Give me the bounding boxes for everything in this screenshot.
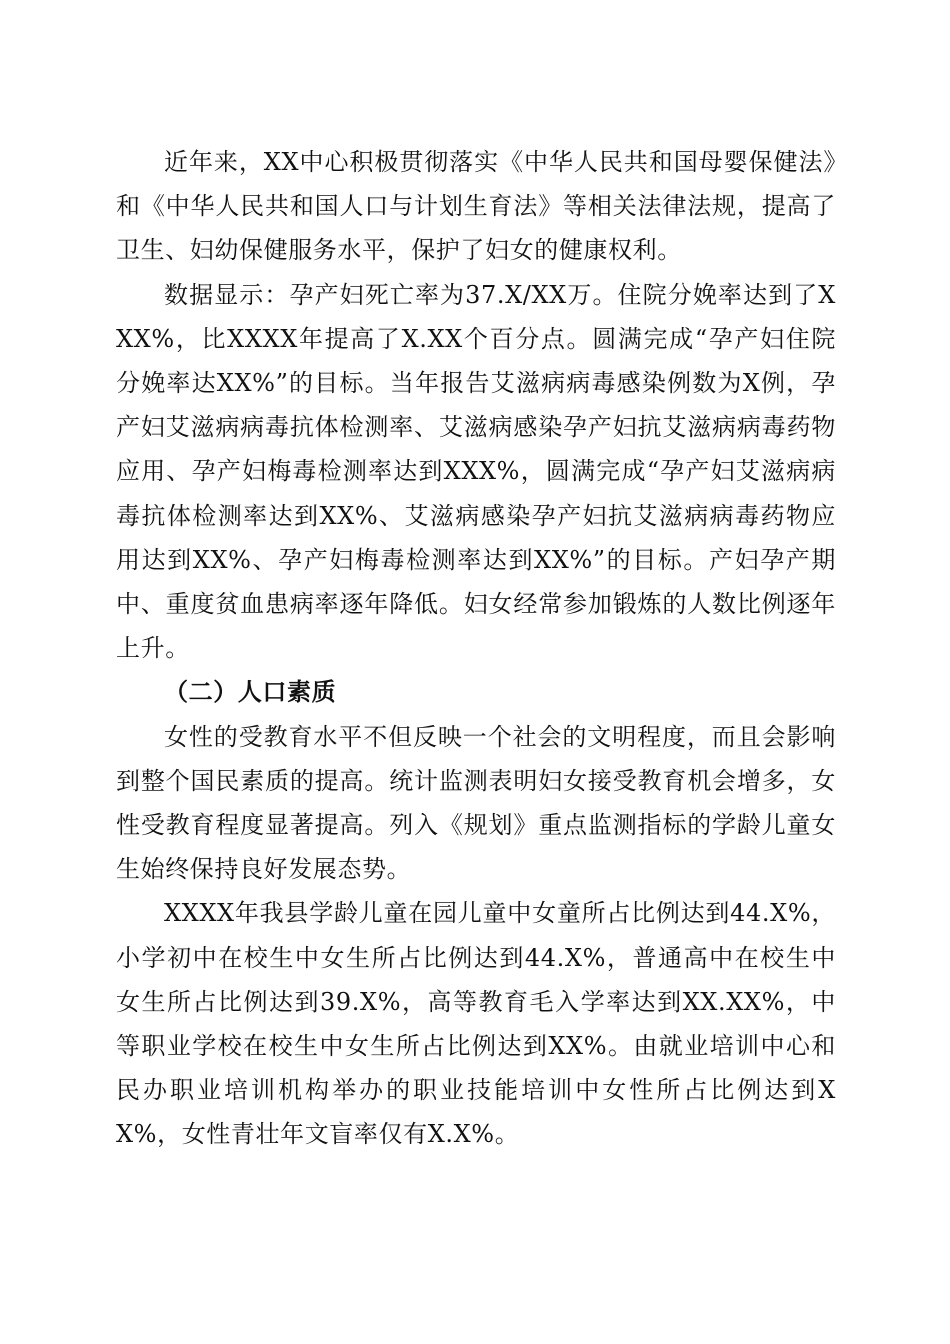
document-page (116, 140, 836, 1157)
paragraph-maternal-health-data: 数据显示：孕产妇死亡率为37.X/XX万。住院分娩率达到了XXX%，比XXXX年提高了X.XX个百分点。圆满完成“孕产妇住院分娩率达XX%”的目标。当年报告艾滋病病毒感染例数为X例，孕产妇艾滋病病毒抗体检测率、艾滋病感染孕产妇抗艾滋病病毒药物应用、孕产妇梅毒检测率达到XXX%，圆满完成“孕产妇艾滋病病毒抗体检测率达到XX%、艾滋病感染孕产妇抗艾滋病病毒药物应用达到XX%、孕产妇梅毒检测率达到XX%”的目标。产妇孕产期中、重度贫血患病率逐年降低。妇女经常参加锻炼的人数比例逐年上升。 (116, 280, 836, 663)
paragraph-legal-implementation: 近年来，XX中心积极贯彻落实《中华人民共和国母婴保健法》和《中华人民共和国人口与计划生育法》等相关法律法规，提高了卫生、妇幼保健服务水平，保护了妇女的健康权利。 (116, 148, 836, 265)
section-heading-population-quality: （二）人口素质 (164, 677, 337, 707)
paragraph-education-statistics: XXXX年我县学龄儿童在园儿童中女童所占比例达到44.X%，小学初中在校生中女生所占比例达到44.X%，普通高中在校生中女生所占比例达到39.X%，高等教育毛入学率达到XX.XX%，中等职业学校在校生中女生所占比例达到XX%。由就业培训中心和民办职业培训机构举办的职业技能培训中女性所占比例达到XX%，女性青壮年文盲率仅有X.X%。 (116, 899, 836, 1149)
paragraph-education-overview: 女性的受教育水平不但反映一个社会的文明程度，而且会影响到整个国民素质的提高。统计监测表明妇女接受教育机会增多，女性受教育程度显著提高。列入《规划》重点监测指标的学龄儿童女生始终保持良好发展态势。 (116, 722, 836, 884)
